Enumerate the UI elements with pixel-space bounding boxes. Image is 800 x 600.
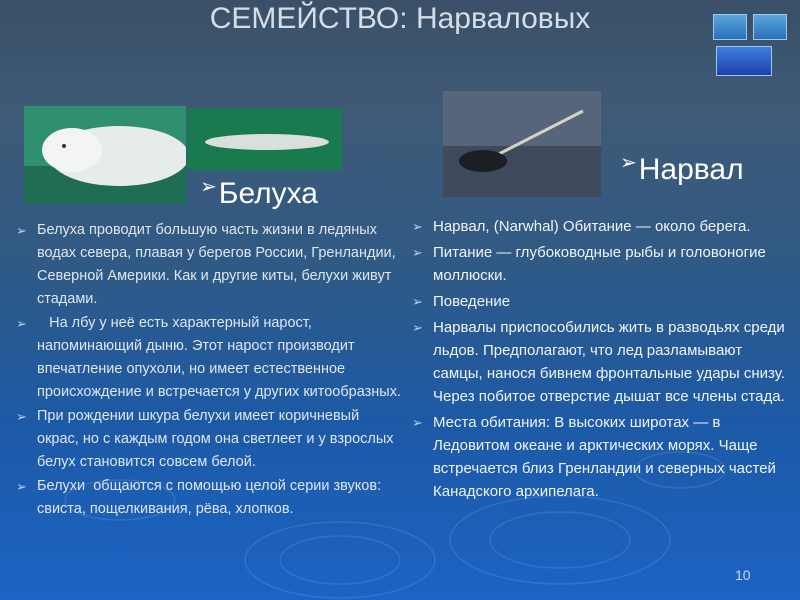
arrow-bullet-icon: ➢ xyxy=(412,415,423,430)
arrow-bullet-icon: ➢ xyxy=(200,176,217,198)
arrow-bullet-icon: ➢ xyxy=(412,245,423,260)
arrow-bullet-icon: ➢ xyxy=(620,152,637,174)
arrow-bullet-icon: ➢ xyxy=(16,479,27,494)
list-item: ➢ Места обитания: В высоких широтах — в Ледовитом океане и арктических морях. Чаще встречается близ Гренландии и северных частей Канадского архипелага. xyxy=(405,411,790,503)
slide-title: СЕМЕЙСТВО: Нарваловых xyxy=(209,2,591,35)
arrow-bullet-icon: ➢ xyxy=(16,223,27,238)
list-item: ➢ При рождении шкура белухи имеет коричневый окрас, но с каждым годом она светлеет и у взрослых белух становится совсем белой. xyxy=(9,405,402,474)
arrow-bullet-icon: ➢ xyxy=(16,409,27,424)
list-item: ➢ Поведение xyxy=(405,290,790,313)
arrow-bullet-icon: ➢ xyxy=(412,320,423,335)
narwhal-heading: ➢Нарвал xyxy=(620,152,744,186)
list-item: ➢ Питание — глубоководные рыбы и головоногие моллюски. xyxy=(405,241,790,287)
arrow-bullet-icon: ➢ xyxy=(16,316,27,331)
narwhal-text-list xyxy=(405,215,790,506)
beluga-text-list xyxy=(9,219,402,522)
list-item: ➢ Нарвал, (Narwhal) Обитание — около берега. xyxy=(405,215,790,238)
arrow-bullet-icon: ➢ xyxy=(412,294,423,309)
list-item: ➢ На лбу у неё есть характерный нарост, напоминающий дыню. Этот нарост производит впечатление опухоли, но имеет естественное происхождение и встречается у других китообразных. xyxy=(9,312,402,404)
dolphin-thumbnail-icon xyxy=(753,14,787,40)
list-item: ➢ Белухи общаются с помощью целой серии звуков: свиста, пощелкивания, рёва, хлопков. xyxy=(9,475,402,521)
beluga-heading: ➢Белуха xyxy=(200,176,318,210)
beluga-photo xyxy=(24,106,186,204)
beluga-underwater-photo xyxy=(187,108,342,170)
page-number: 10 xyxy=(735,567,751,583)
dolphin-thumbnail-icon xyxy=(713,14,747,40)
dolphins-thumbnail-icon xyxy=(716,46,772,76)
list-item: ➢ Белуха проводит большую часть жизни в ледяных водах севера, плавая у берегов России, Гренландии, Северной Америки. Как и другие киты, белухи живут стадами. xyxy=(9,219,402,311)
arrow-bullet-icon: ➢ xyxy=(412,219,423,234)
narwhal-photo xyxy=(443,91,601,197)
list-item: ➢ Нарвалы приспособились жить в разводьях среди льдов. Предполагают, что лед разламывают самцы, нанося бивнем фронтальные удары снизу. Через побитое отверстие дышат все члены стада. xyxy=(405,316,790,408)
